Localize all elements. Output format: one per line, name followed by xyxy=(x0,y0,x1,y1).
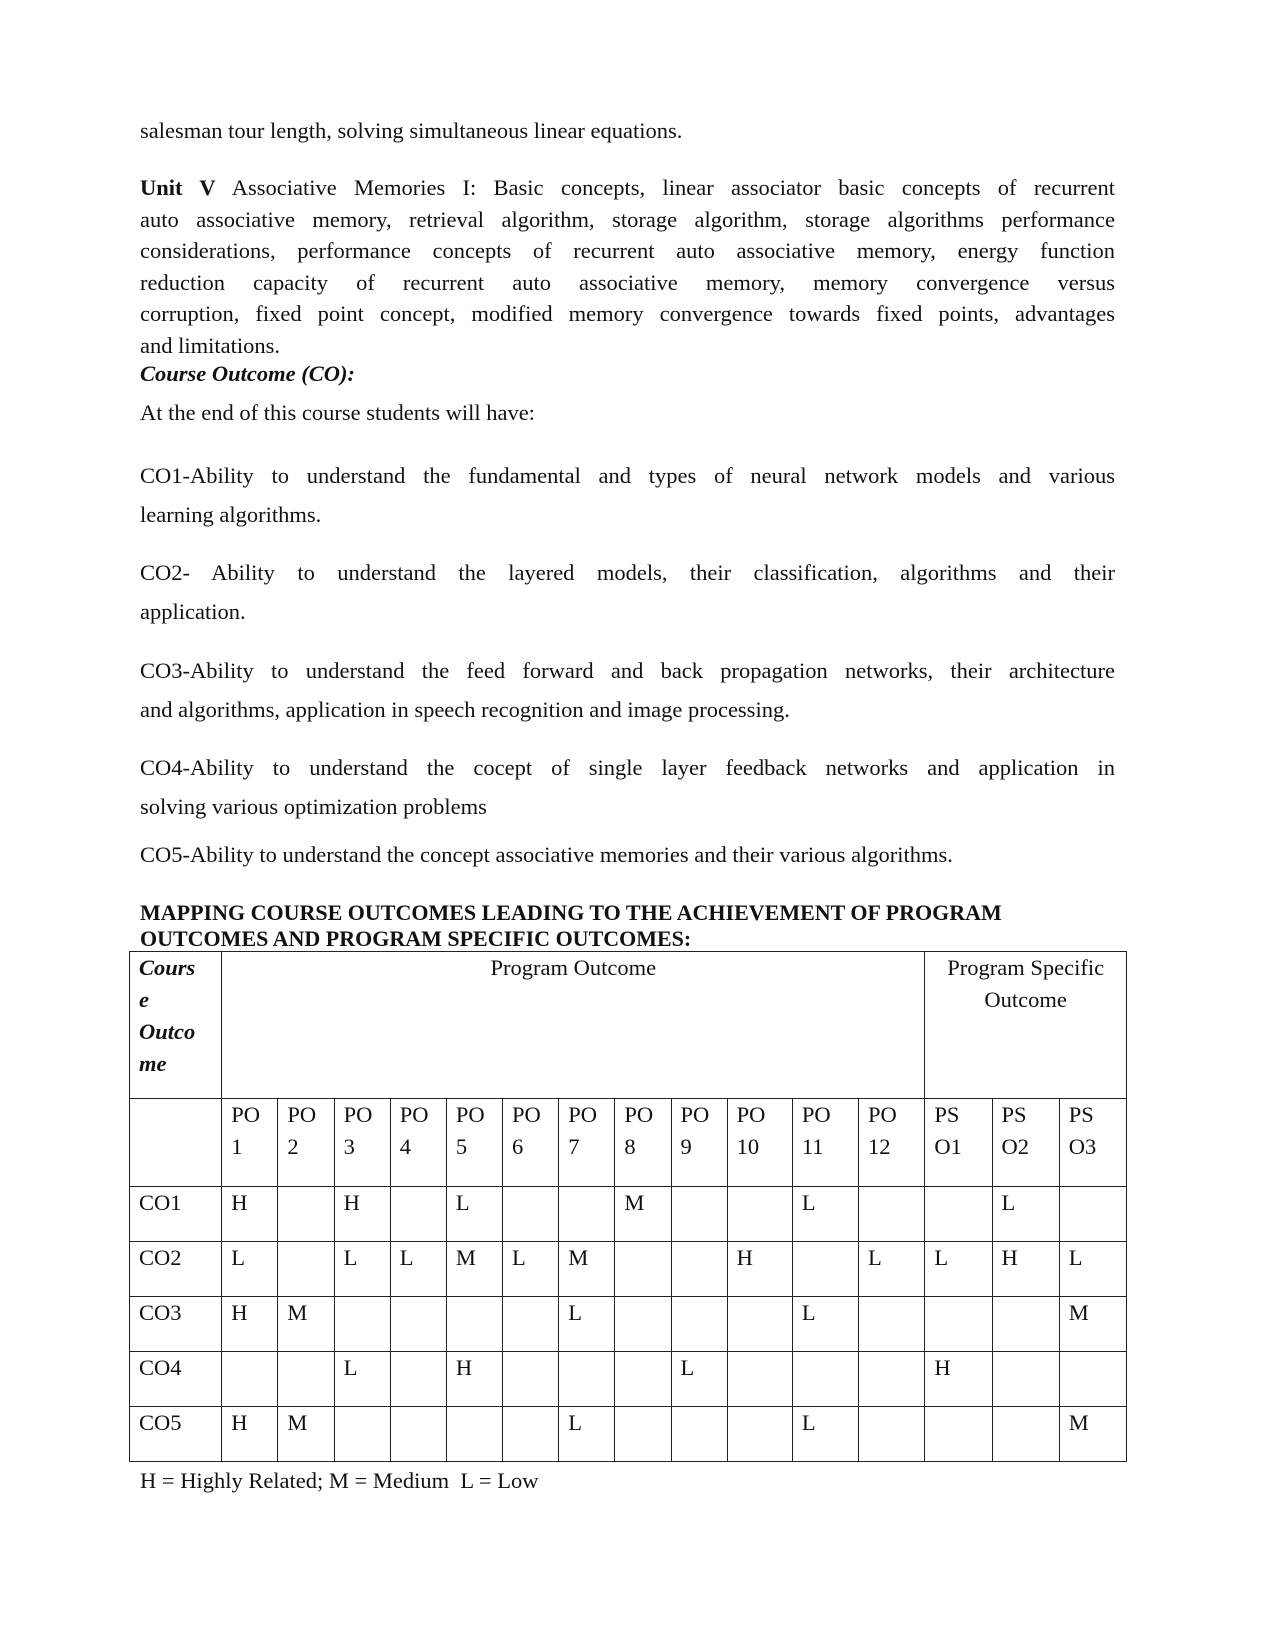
mapping-cell xyxy=(859,1297,925,1352)
mapping-cell xyxy=(334,1297,390,1352)
mapping-cell xyxy=(859,1352,925,1407)
po-label-cell: PO 12 xyxy=(859,1099,925,1187)
mapping-cell: M xyxy=(278,1407,334,1462)
table-row xyxy=(130,1242,1127,1297)
unit-v-line: considerations, performance concepts of recurrent auto associative memory, energy function xyxy=(140,238,1115,263)
table-row xyxy=(130,1187,1127,1242)
mapping-cell xyxy=(278,1187,334,1242)
table-row xyxy=(130,1352,1127,1407)
mapping-cell xyxy=(925,1407,992,1462)
mapping-cell xyxy=(727,1297,792,1352)
empty-cell xyxy=(130,1099,222,1187)
outcome-co4: CO4-Ability to understand the cocept of single layer feedback networks and application in solving various optimization problems xyxy=(140,755,1115,819)
mapping-cell: L xyxy=(859,1242,925,1297)
mapping-cell xyxy=(1059,1352,1126,1407)
mapping-cell xyxy=(1059,1187,1126,1242)
unit-v-line: auto associative memory, retrieval algorithm, storage algorithm, storage algorithms performance xyxy=(140,206,1115,232)
outcome-co3: CO3-Ability to understand the feed forward and back propagation networks, their architecture and algorithms, application in speech recognition and image processing. xyxy=(140,658,1115,722)
mapping-cell xyxy=(671,1187,727,1242)
mapping-cell xyxy=(615,1352,671,1407)
mapping-cell xyxy=(222,1352,278,1407)
mapping-cell: M xyxy=(1059,1407,1126,1462)
mapping-heading: MAPPING COURSE OUTCOMES LEADING TO THE ACHIEVEMENT OF PROGRAM OUTCOMES AND PROGRAM SPECIFIC OUTCOMES: xyxy=(140,900,1002,951)
unit-v-line: corruption, fixed point concept, modified memory convergence towards fixed points, advantages xyxy=(140,301,1115,326)
mapping-cell xyxy=(992,1407,1059,1462)
mapping-cell xyxy=(792,1352,858,1407)
table-row xyxy=(130,1297,1127,1352)
outcome-co5: CO5-Ability to understand the concept associative memories and their various algorithms. xyxy=(140,842,953,867)
outcome-co1: CO1-Ability to understand the fundamental and types of neural network models and various learning algorithms. xyxy=(140,463,1115,527)
mapping-cell: L xyxy=(925,1242,992,1297)
co-label-cell: CO3 xyxy=(130,1297,222,1352)
co-label-cell: CO2 xyxy=(130,1242,222,1297)
program-outcome-header-cell: Program Outcome xyxy=(222,952,925,1099)
po-label-cell: PO 11 xyxy=(792,1099,858,1187)
unit-v-line: and limitations. xyxy=(140,332,280,358)
mapping-cell: M xyxy=(1059,1297,1126,1352)
po-label-cell: PO 10 xyxy=(727,1099,792,1187)
course-outcome-heading: Course Outcome (CO): xyxy=(140,361,355,386)
mapping-cell xyxy=(925,1187,992,1242)
mapping-cell xyxy=(278,1242,334,1297)
mapping-cell: M xyxy=(615,1187,671,1242)
mapping-cell: L xyxy=(792,1407,858,1462)
mapping-cell: H xyxy=(222,1187,278,1242)
unit-v-label: Unit V xyxy=(140,175,216,200)
course-outcome-intro: At the end of this course students will have: xyxy=(140,400,535,425)
po-label-cell: PO 3 xyxy=(334,1099,390,1187)
mapping-cell xyxy=(615,1297,671,1352)
pso-label-cell: PS O1 xyxy=(925,1099,992,1187)
mapping-cell: L xyxy=(992,1187,1059,1242)
mapping-cell: L xyxy=(222,1242,278,1297)
intro-line: salesman tour length, solving simultaneous linear equations. xyxy=(140,118,683,143)
po-label-cell: PO 7 xyxy=(559,1099,615,1187)
po-label-cell: PO 6 xyxy=(503,1099,559,1187)
po-label-cell: PO 1 xyxy=(222,1099,278,1187)
co-po-mapping-table xyxy=(129,951,1127,1462)
po-label-cell: PO 4 xyxy=(390,1099,446,1187)
mapping-cell: M xyxy=(446,1242,502,1297)
unit-v-paragraph xyxy=(140,172,1115,361)
mapping-cell xyxy=(446,1407,502,1462)
mapping-cell: H xyxy=(222,1297,278,1352)
co-label-cell: CO4 xyxy=(130,1352,222,1407)
table-header-row xyxy=(130,952,1127,1099)
mapping-cell xyxy=(615,1242,671,1297)
mapping-cell xyxy=(727,1352,792,1407)
mapping-cell: H xyxy=(727,1242,792,1297)
mapping-cell: L xyxy=(334,1352,390,1407)
course-outcome-header-cell: Cours e Outco me xyxy=(130,952,222,1099)
mapping-cell xyxy=(671,1407,727,1462)
mapping-cell xyxy=(390,1297,446,1352)
mapping-cell xyxy=(727,1187,792,1242)
mapping-cell xyxy=(671,1242,727,1297)
mapping-cell: H xyxy=(446,1352,502,1407)
outcome-co2: CO2- Ability to understand the layered models, their classification, algorithms and their application. xyxy=(140,560,1115,624)
mapping-cell xyxy=(925,1297,992,1352)
mapping-cell: L xyxy=(446,1187,502,1242)
mapping-cell xyxy=(278,1352,334,1407)
mapping-cell xyxy=(671,1297,727,1352)
unit-v-line: Unit V Associative Memories I: Basic concepts, linear associator basic concepts of recurrent xyxy=(140,175,1116,200)
mapping-cell: L xyxy=(390,1242,446,1297)
pso-label-cell: PS O3 xyxy=(1059,1099,1126,1187)
mapping-cell xyxy=(992,1352,1059,1407)
mapping-cell: L xyxy=(559,1297,615,1352)
program-specific-outcome-header-cell: Program Specific Outcome xyxy=(925,952,1127,1099)
mapping-cell xyxy=(390,1352,446,1407)
mapping-cell: L xyxy=(792,1187,858,1242)
po-labels-row xyxy=(130,1099,1127,1187)
mapping-cell xyxy=(390,1407,446,1462)
mapping-cell xyxy=(503,1352,559,1407)
mapping-cell: M xyxy=(278,1297,334,1352)
mapping-cell: M xyxy=(559,1242,615,1297)
mapping-cell xyxy=(503,1187,559,1242)
mapping-cell xyxy=(559,1187,615,1242)
mapping-cell xyxy=(446,1297,502,1352)
mapping-cell: L xyxy=(792,1297,858,1352)
po-label-cell: PO 2 xyxy=(278,1099,334,1187)
po-label-cell: PO 8 xyxy=(615,1099,671,1187)
mapping-cell xyxy=(792,1242,858,1297)
mapping-cell xyxy=(559,1352,615,1407)
co-label-cell: CO1 xyxy=(130,1187,222,1242)
mapping-cell: H xyxy=(925,1352,992,1407)
mapping-cell xyxy=(992,1297,1059,1352)
co-label-cell: CO5 xyxy=(130,1407,222,1462)
mapping-cell xyxy=(859,1407,925,1462)
mapping-cell xyxy=(615,1407,671,1462)
po-label-cell: PO 5 xyxy=(446,1099,502,1187)
mapping-cell: L xyxy=(1059,1242,1126,1297)
mapping-cell xyxy=(859,1187,925,1242)
mapping-cell: L xyxy=(503,1242,559,1297)
mapping-cell: L xyxy=(334,1242,390,1297)
mapping-cell xyxy=(390,1187,446,1242)
mapping-cell: L xyxy=(671,1352,727,1407)
mapping-cell: H xyxy=(992,1242,1059,1297)
mapping-cell: H xyxy=(222,1407,278,1462)
mapping-cell xyxy=(334,1407,390,1462)
mapping-cell xyxy=(727,1407,792,1462)
mapping-cell xyxy=(503,1407,559,1462)
legend: H = Highly Related; M = Medium L = Low xyxy=(140,1468,539,1493)
po-label-cell: PO 9 xyxy=(671,1099,727,1187)
pso-label-cell: PS O2 xyxy=(992,1099,1059,1187)
mapping-cell: L xyxy=(559,1407,615,1462)
mapping-cell: H xyxy=(334,1187,390,1242)
table-row xyxy=(130,1407,1127,1462)
unit-v-line: reduction capacity of recurrent auto associative memory, memory convergence versus xyxy=(140,269,1115,295)
mapping-cell xyxy=(503,1297,559,1352)
